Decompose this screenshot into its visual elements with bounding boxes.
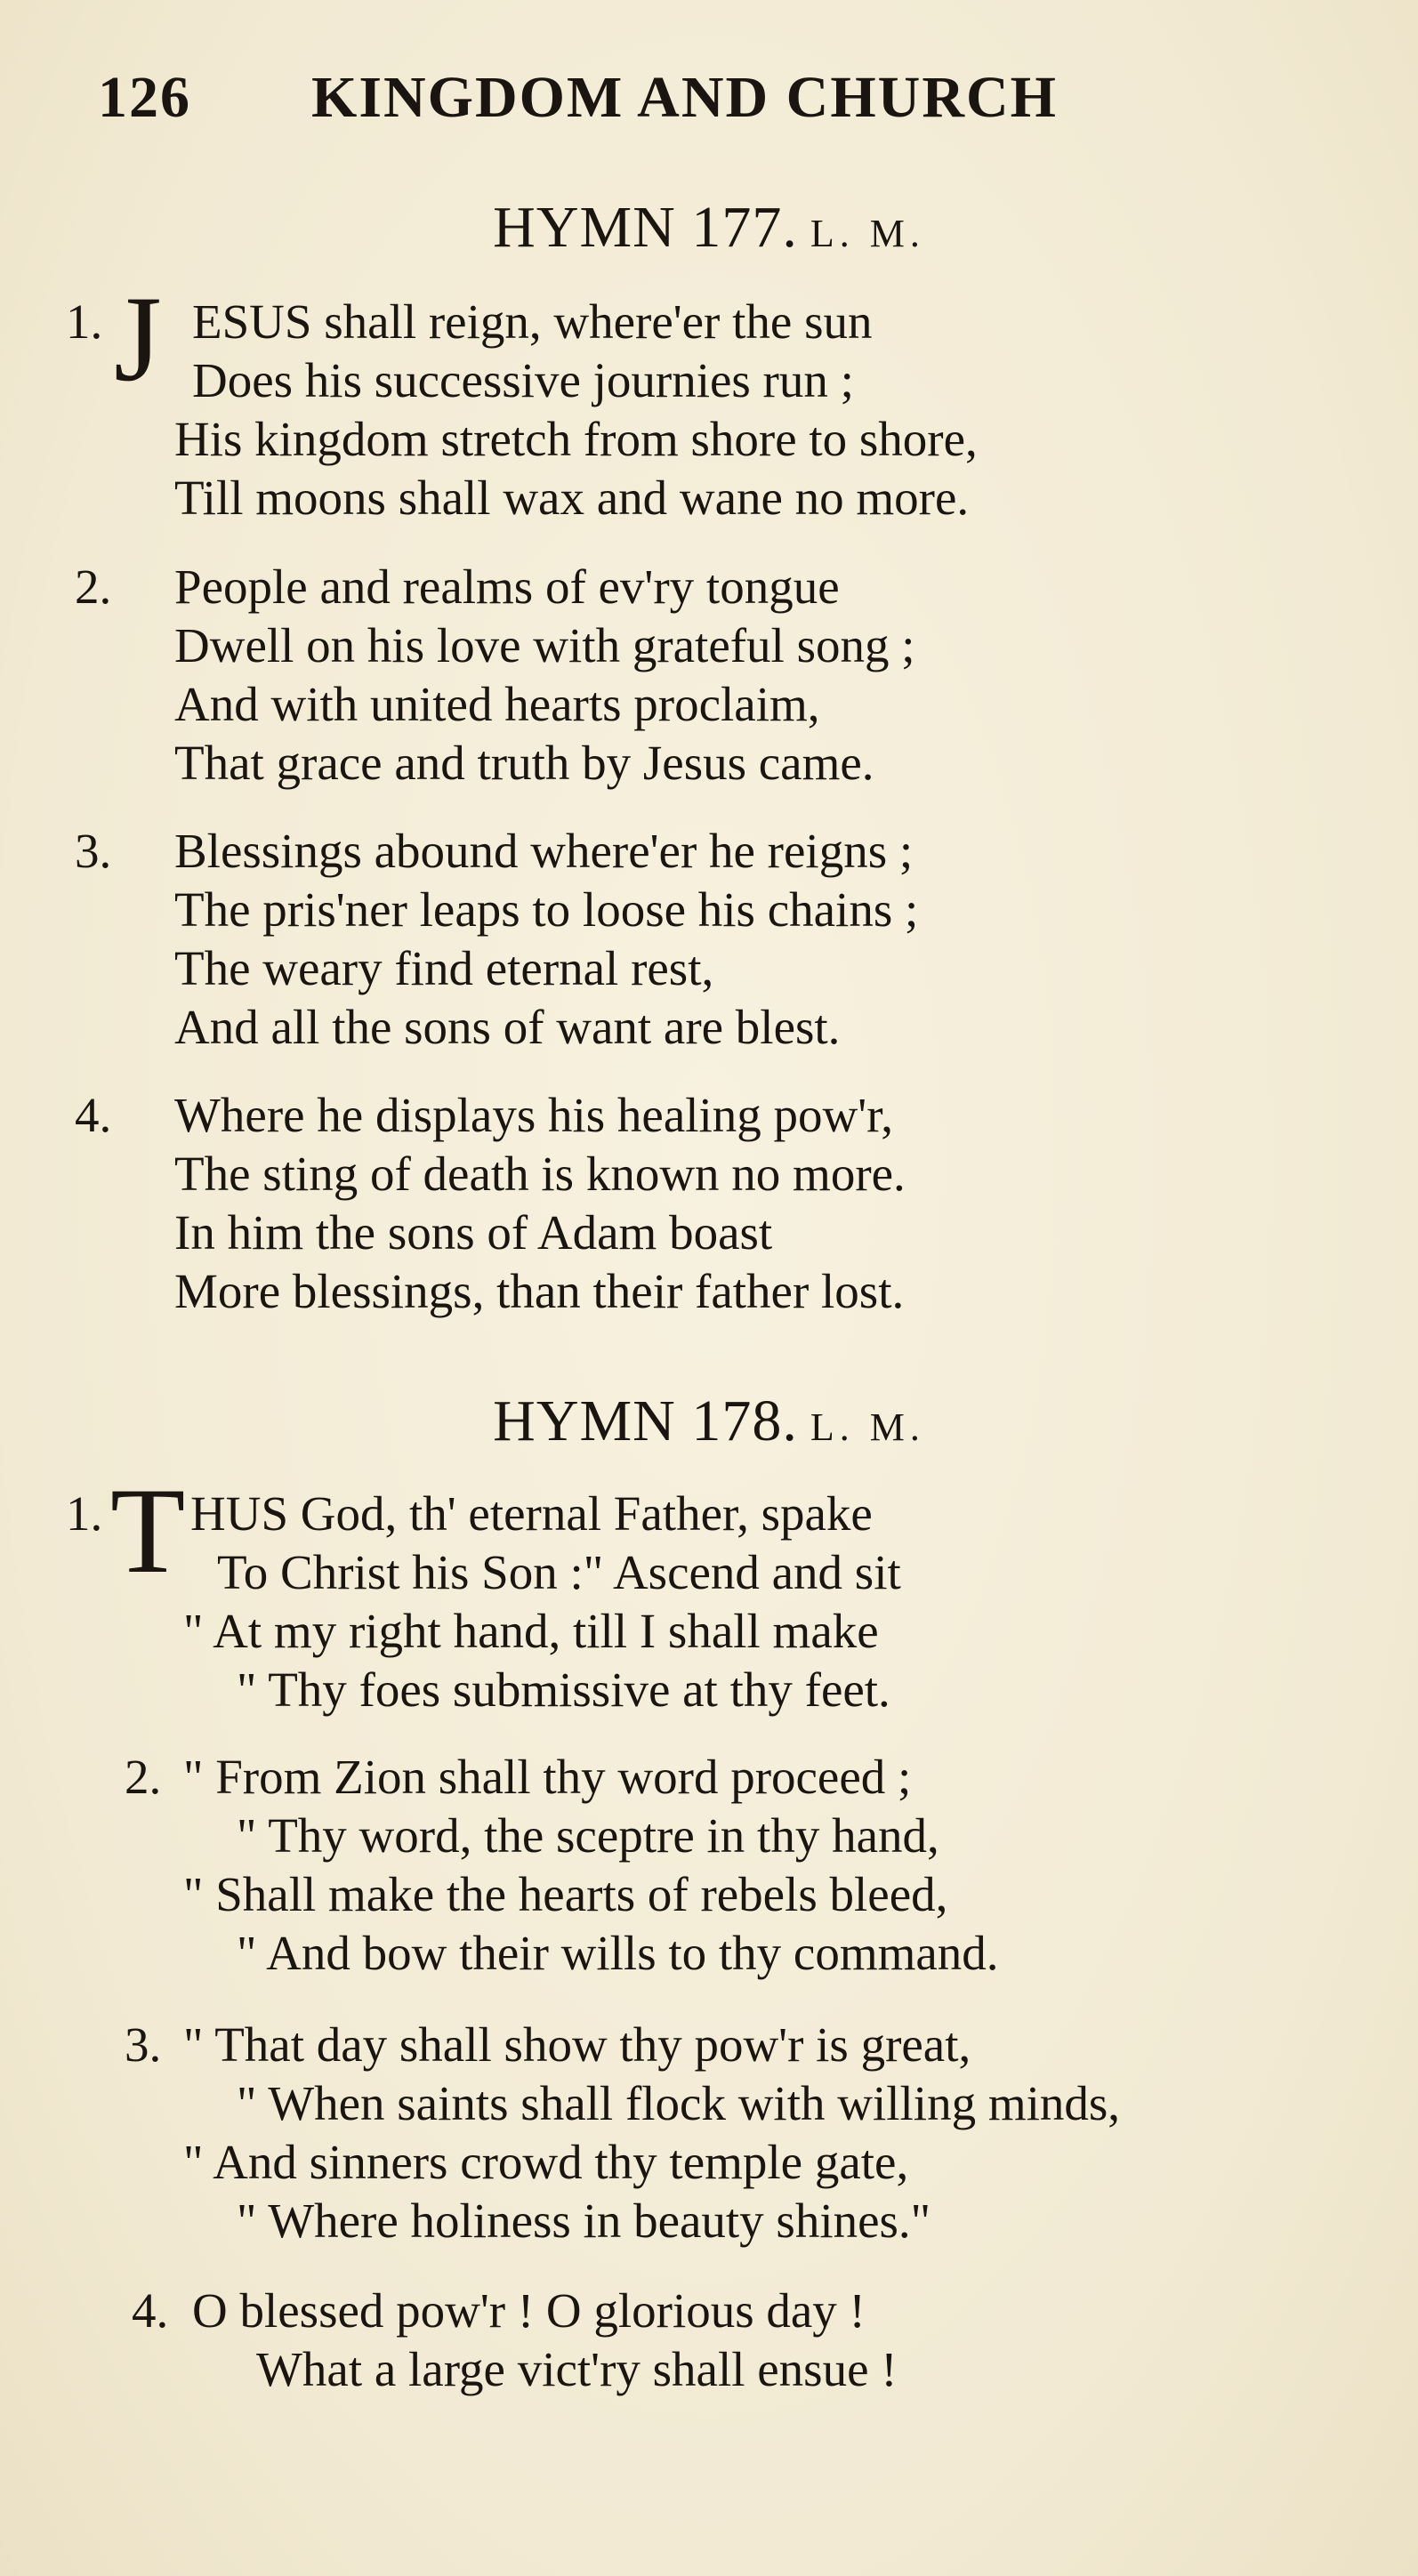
verse-line: And with united hearts proclaim,: [174, 677, 820, 731]
verse-line: " That day shall show thy pow'r is great,: [183, 2017, 971, 2072]
verse-line: " Thy foes submissive at thy feet.: [237, 1662, 890, 1717]
stanza-number: 2.: [75, 559, 112, 614]
verse-line: " From Zion shall thy word proceed ;: [183, 1750, 912, 1804]
verse-line: The weary find eternal rest,: [174, 941, 714, 995]
running-title: KINGDOM AND CHURCH: [311, 65, 1058, 130]
page-number: 126: [98, 65, 191, 130]
verse-line: That grace and truth by Jesus came.: [174, 736, 874, 790]
verse-line: The pris'ner leaps to loose his chains ;: [174, 882, 919, 937]
verse-line: In him the sons of Adam boast: [174, 1205, 773, 1260]
stanza-number: 3.: [75, 824, 112, 878]
verse-line: HUS God, th' eternal Father, spake: [190, 1486, 873, 1541]
verse-line: People and realms of ev'ry tongue: [174, 559, 840, 614]
verse-line: O blessed pow'r ! O glorious day !: [192, 2283, 866, 2338]
verse-line: " At my right hand, till I shall make: [183, 1604, 879, 1658]
hymn-meter: L. M.: [810, 1405, 925, 1449]
verse-line: " And sinners crowd thy temple gate,: [183, 2135, 909, 2189]
verse-line: More blessings, than their father lost.: [174, 1264, 905, 1318]
drop-cap: J: [114, 270, 162, 407]
running-head: [98, 64, 1058, 132]
hymn-number: HYMN 178.: [493, 1389, 798, 1453]
verse-line: To Christ his Son :" Ascend and sit: [217, 1545, 901, 1599]
verse-line: " And bow their wills to thy command.: [237, 1926, 999, 1980]
verse-line: Where he displays his healing pow'r,: [174, 1088, 894, 1142]
verse-line: Till moons shall wax and wane no more.: [174, 471, 970, 525]
drop-cap: T: [110, 1462, 186, 1598]
verse-line: " Thy word, the sceptre in thy hand,: [237, 1808, 939, 1863]
hymn-number: HYMN 177.: [493, 195, 798, 260]
stanza-number: 4.: [132, 2283, 169, 2338]
hymn-meter: L. M.: [810, 212, 925, 255]
stanza-number: 2.: [125, 1750, 162, 1804]
verse-line: " Shall make the hearts of rebels bleed,: [183, 1867, 948, 1921]
hymn-title: [0, 1388, 1418, 1455]
hymn-title: [0, 194, 1418, 262]
stanza-number: 1.: [66, 294, 103, 349]
stanza-number: 4.: [75, 1088, 112, 1142]
verse-line: The sting of death is known no more.: [174, 1147, 906, 1201]
verse-line: Dwell on his love with grateful song ;: [174, 618, 915, 672]
verse-line: His kingdom stretch from shore to shore,: [174, 412, 978, 466]
verse-line: Blessings abound where'er he reigns ;: [174, 824, 914, 878]
verse-line: And all the sons of want are blest.: [174, 1000, 841, 1054]
verse-line: " When saints shall flock with willing minds,: [237, 2076, 1121, 2130]
stanza-number: 3.: [125, 2017, 162, 2072]
verse-line: ESUS shall reign, where'er the sun: [192, 294, 873, 349]
verse-line: Does his successive journies run ;: [192, 353, 854, 407]
stanza-number: 1.: [66, 1486, 103, 1541]
verse-line: What a large vict'ry shall ensue !: [256, 2342, 898, 2396]
verse-line: " Where holiness in beauty shines.": [237, 2194, 931, 2248]
